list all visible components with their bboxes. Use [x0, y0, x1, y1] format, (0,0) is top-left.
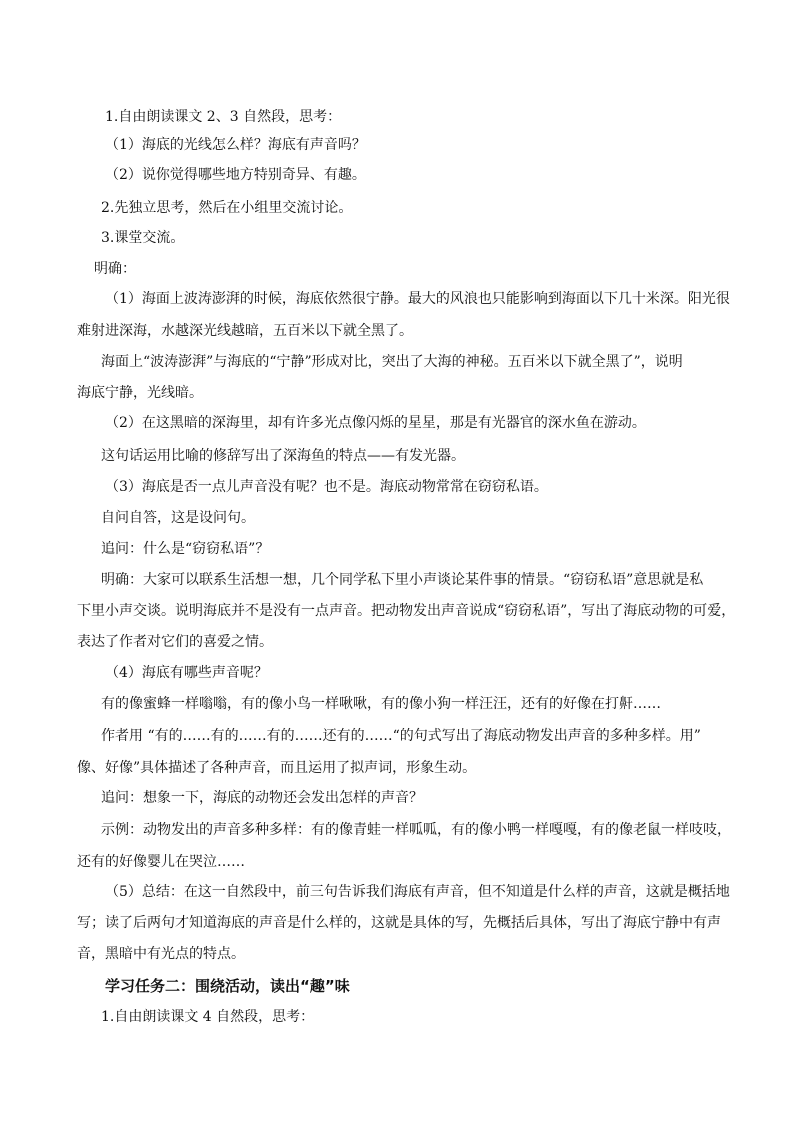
- text-line: 1.自由朗读课文 2、3 自然段，思考：: [105, 109, 342, 125]
- text-line: 3.课堂交流。: [101, 230, 185, 246]
- text-line: 2.先独立思考，然后在小组里交流讨论。: [101, 200, 353, 216]
- text-line: 追问：什么是“窃窃私语”？: [101, 541, 270, 557]
- text-line: （2）在这黑暗的深海里，却有许多光点像闪烁的星星，那是有光器官的深水鱼在游动。: [105, 415, 646, 431]
- text-line: （5）总结：在这一自然段中，前三句告诉我们海底有声音，但不知道是什么样的声音，这就是概括地: [105, 884, 730, 900]
- text-line: 明确：大家可以联系生活想一想，几个同学私下里小声谈论某件事的情景。“窃窃私语”意思就是私: [101, 572, 704, 588]
- text-line: 自问自答，这是设问句。: [101, 510, 255, 526]
- text-line: 明确：: [94, 261, 136, 277]
- section-heading: 学习任务二：围绕活动，读出“趣”味: [105, 977, 350, 995]
- text-line: 表达了作者对它们的喜爱之情。: [77, 634, 273, 650]
- text-line: （1）海面上波涛澎湃的时候，海底依然很宁静。最大的风浪也只能影响到海面以下几十米深。阳光很: [105, 291, 730, 307]
- text-line: 难射进深海，水越深光线越暗，五百米以下就全黑了。: [77, 323, 413, 339]
- text-line: 还有的好像婴儿在哭泣……: [77, 854, 245, 870]
- text-line: 写；读了后两句才知道海底的声音是什么样的，这就是具体的写，先概括后具体，写出了海底宁静中有声: [77, 915, 721, 931]
- text-line: （3）海底是否一点儿声音没有呢？也不是。海底动物常常在窃窃私语。: [105, 479, 548, 495]
- text-line: 有的像蜜蜂一样嗡嗡，有的像小鸟一样啾啾，有的像小狗一样汪汪，还有的好像在打鼾……: [101, 696, 661, 712]
- text-line: 示例：动物发出的声音多种多样：有的像青蛙一样呱呱，有的像小鸭一样嘎嘎，有的像老鼠一样吱吱，: [101, 822, 731, 838]
- text-line: （2）说你觉得哪些地方特别奇异、有趣。: [105, 167, 366, 183]
- text-line: 这句话运用比喻的修辞写出了深海鱼的特点——有发光器。: [101, 448, 465, 464]
- text-line: 1.自由朗读课文 4 自然段，思考：: [101, 1009, 315, 1025]
- text-line: 下里小声交谈。说明海底并不是没有一点声音。把动物发出声音说成“窃窃私语”，写出了海底动物的可爱，: [77, 603, 736, 619]
- text-line: 追问：想象一下，海底的动物还会发出怎样的声音？: [101, 790, 423, 806]
- text-line: 作者用 “有的……有的……有的……还有的……“的句式写出了海底动物发出声音的多种多样。用”: [101, 728, 701, 744]
- text-line: 音，黑暗中有光点的特点。: [77, 946, 245, 962]
- text-line: （1）海底的光线怎么样？海底有声音吗？: [105, 137, 366, 153]
- text-line: 海底宁静，光线暗。: [77, 385, 203, 401]
- text-line: 像、好像”具体描述了各种声音，而且运用了拟声词，形象生动。: [77, 760, 477, 776]
- text-line: （4）海底有哪些声音呢？: [105, 665, 268, 681]
- text-line: 海面上“波涛澎湃”与海底的“宁静”形成对比，突出了大海的神秘。五百米以下就全黑了”，说明: [101, 354, 683, 370]
